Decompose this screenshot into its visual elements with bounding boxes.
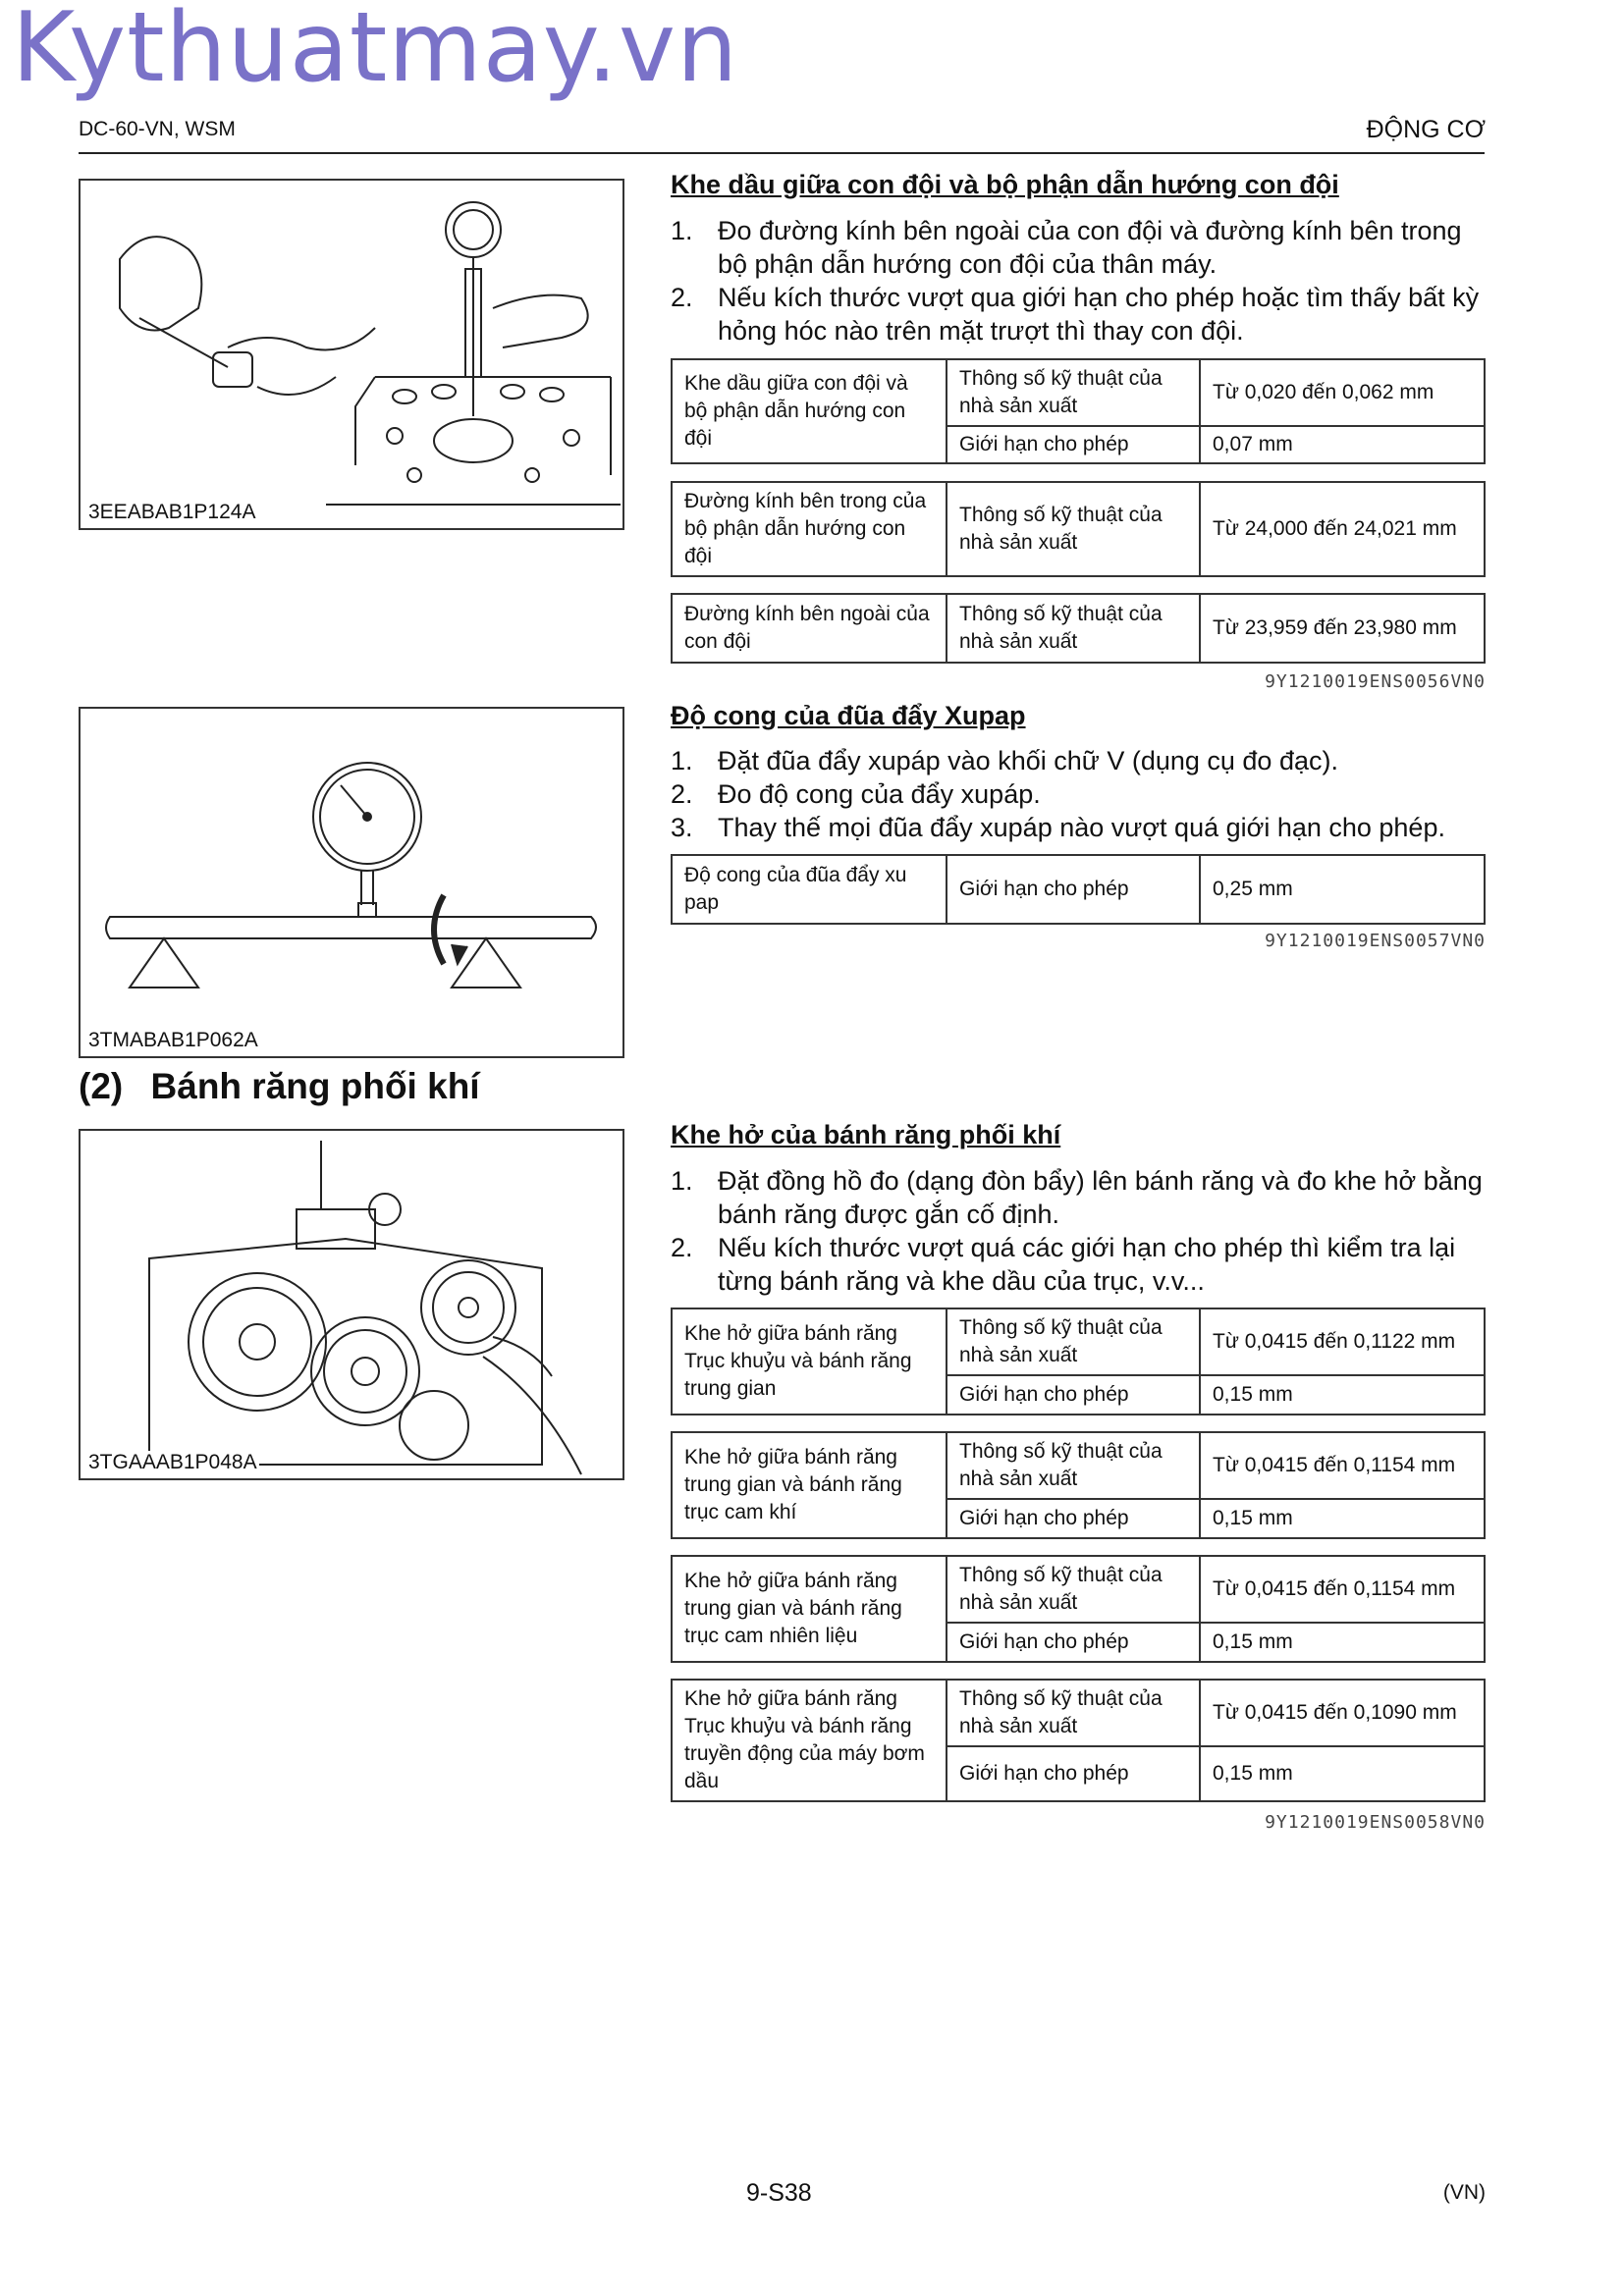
figure-caption: 3EEABAB1P124A (88, 501, 256, 523)
spec-label: Thông số kỹ thuật của nhà sản xuất (947, 594, 1200, 663)
spec-item: Khe hở giữa bánh răng trung gian và bánh răng trục cam khí (672, 1432, 947, 1538)
limit-value: 0,15 mm (1200, 1499, 1485, 1538)
spec-value: Từ 0,0415 đến 0,1154 mm (1200, 1556, 1485, 1623)
limit-label: Giới hạn cho phép (947, 1746, 1200, 1801)
spec-item: Khe hở giữa bánh răng Trục khuỷu và bánh răng truyền động của máy bơm dầu (672, 1680, 947, 1801)
language-tag: (VN) (1442, 2181, 1486, 2204)
step-item: 2. Nếu kích thước vượt qua giới hạn cho phép hoặc tìm thấy bất kỳ hỏng hóc nào trên mặt trượt thì thay con đội. (671, 283, 1480, 346)
section3-steps (671, 1164, 1486, 1298)
spec-item: Đường kính bên trong của bộ phận dẫn hướng con đội (672, 482, 947, 576)
chapter-number: (2) (79, 1066, 124, 1106)
tappet-measure-illustration (81, 181, 624, 530)
section-title-tappet-clearance: Khe dầu giữa con đội và bộ phận dẫn hướng con đội (671, 170, 1339, 199)
step-item: 2. Nếu kích thước vượt quá các giới hạn cho phép thì kiểm tra lại từng bánh răng và khe dầu của trục, v.v... (671, 1233, 1456, 1296)
watermark-logo: Kythuatmay.vn (12, 0, 739, 104)
limit-value: 0,15 mm (1200, 1746, 1485, 1801)
figure-gear-backlash (79, 1129, 624, 1480)
limit-label: Giới hạn cho phép (947, 1499, 1200, 1538)
step-item: 1. Đặt đồng hồ đo (dạng đòn bẩy) lên bánh răng và đo khe hở bằng bánh răng được gắn cố định. (671, 1166, 1483, 1229)
header-rule (79, 152, 1485, 154)
limit-value: 0,15 mm (1200, 1623, 1485, 1662)
document-code: 9Y1210019ENS0058VN0 (1265, 1812, 1486, 1833)
chapter-title: Bánh răng phối khí (150, 1066, 480, 1106)
step-item: 1. Đo đường kính bên ngoài của con đội và đường kính bên trong bộ phận dẫn hướng con đội của thân máy. (671, 216, 1462, 279)
spec-item: Khe hở giữa bánh răng trung gian và bánh răng trục cam nhiên liệu (672, 1556, 947, 1662)
header-chapter: ĐỘNG CƠ (1366, 116, 1486, 143)
spec-value: Từ 23,959 đến 23,980 mm (1200, 594, 1485, 663)
limit-value: 0,07 mm (1200, 426, 1485, 463)
spec-label: Thông số kỹ thuật của nhà sản xuất (947, 1432, 1200, 1499)
document-code: 9Y1210019ENS0056VN0 (1265, 671, 1486, 692)
gear-backlash-illustration (81, 1131, 624, 1480)
section2-steps (671, 744, 1486, 844)
spec-label: Thông số kỹ thuật của nhà sản xuất (947, 1680, 1200, 1746)
chapter-heading (79, 1066, 480, 1107)
pushrod-bend-illustration (81, 709, 624, 1058)
figure-tappet-measure (79, 179, 624, 530)
spec-label: Thông số kỹ thuật của nhà sản xuất (947, 1556, 1200, 1623)
figure-pushrod-bend (79, 707, 624, 1058)
spec-label: Thông số kỹ thuật của nhà sản xuất (947, 1308, 1200, 1375)
limit-label: Giới hạn cho phép (947, 855, 1200, 924)
document-code: 9Y1210019ENS0057VN0 (1265, 931, 1486, 951)
spec-item: Khe dầu giữa con đội và bộ phận dẫn hướng con đội (672, 359, 947, 463)
spec-value: Từ 0,0415 đến 0,1154 mm (1200, 1432, 1485, 1499)
limit-label: Giới hạn cho phép (947, 1375, 1200, 1415)
spec-table-gear-backlash-4 (671, 1679, 1486, 1802)
section-title-gear-backlash: Khe hở của bánh răng phối khí (671, 1120, 1061, 1149)
section1-steps (671, 214, 1486, 347)
spec-table-gear-backlash-1 (671, 1308, 1486, 1415)
spec-label: Thông số kỹ thuật của nhà sản xuất (947, 359, 1200, 426)
spec-table-guide-inner-diameter (671, 481, 1486, 577)
limit-value: 0,25 mm (1200, 855, 1485, 924)
spec-label: Thông số kỹ thuật của nhà sản xuất (947, 482, 1200, 576)
limit-label: Giới hạn cho phép (947, 426, 1200, 463)
step-item: 2. Đo độ cong của đẩy xupáp. (671, 779, 1041, 809)
page-number: 9-S38 (746, 2179, 812, 2207)
spec-value: Từ 0,020 đến 0,062 mm (1200, 359, 1485, 426)
step-item: 1. Đặt đũa đẩy xupáp vào khối chữ V (dụng cụ đo đạc). (671, 746, 1338, 775)
spec-table-tappet-clearance (671, 358, 1486, 464)
spec-table-gear-backlash-2 (671, 1431, 1486, 1539)
spec-table-pushrod-bend (671, 854, 1486, 925)
spec-item: Độ cong của đũa đẩy xu pap (672, 855, 947, 924)
spec-value: Từ 0,0415 đến 0,1122 mm (1200, 1308, 1485, 1375)
spec-table-gear-backlash-3 (671, 1555, 1486, 1663)
section-title-pushrod-bend: Độ cong của đũa đẩy Xupap (671, 701, 1026, 730)
figure-caption: 3TGAAAB1P048A (88, 1451, 257, 1473)
header-manual-code: DC-60-VN, WSM (79, 118, 236, 140)
spec-table-tappet-outer-diameter (671, 593, 1486, 664)
spec-item: Khe hở giữa bánh răng Trục khuỷu và bánh răng trung gian (672, 1308, 947, 1415)
step-item: 3. Thay thế mọi đũa đẩy xupáp nào vượt quá giới hạn cho phép. (671, 813, 1445, 842)
spec-item: Đường kính bên ngoài của con đội (672, 594, 947, 663)
figure-caption: 3TMABAB1P062A (88, 1029, 258, 1051)
spec-value: Từ 0,0415 đến 0,1090 mm (1200, 1680, 1485, 1746)
limit-value: 0,15 mm (1200, 1375, 1485, 1415)
limit-label: Giới hạn cho phép (947, 1623, 1200, 1662)
spec-value: Từ 24,000 đến 24,021 mm (1200, 482, 1485, 576)
